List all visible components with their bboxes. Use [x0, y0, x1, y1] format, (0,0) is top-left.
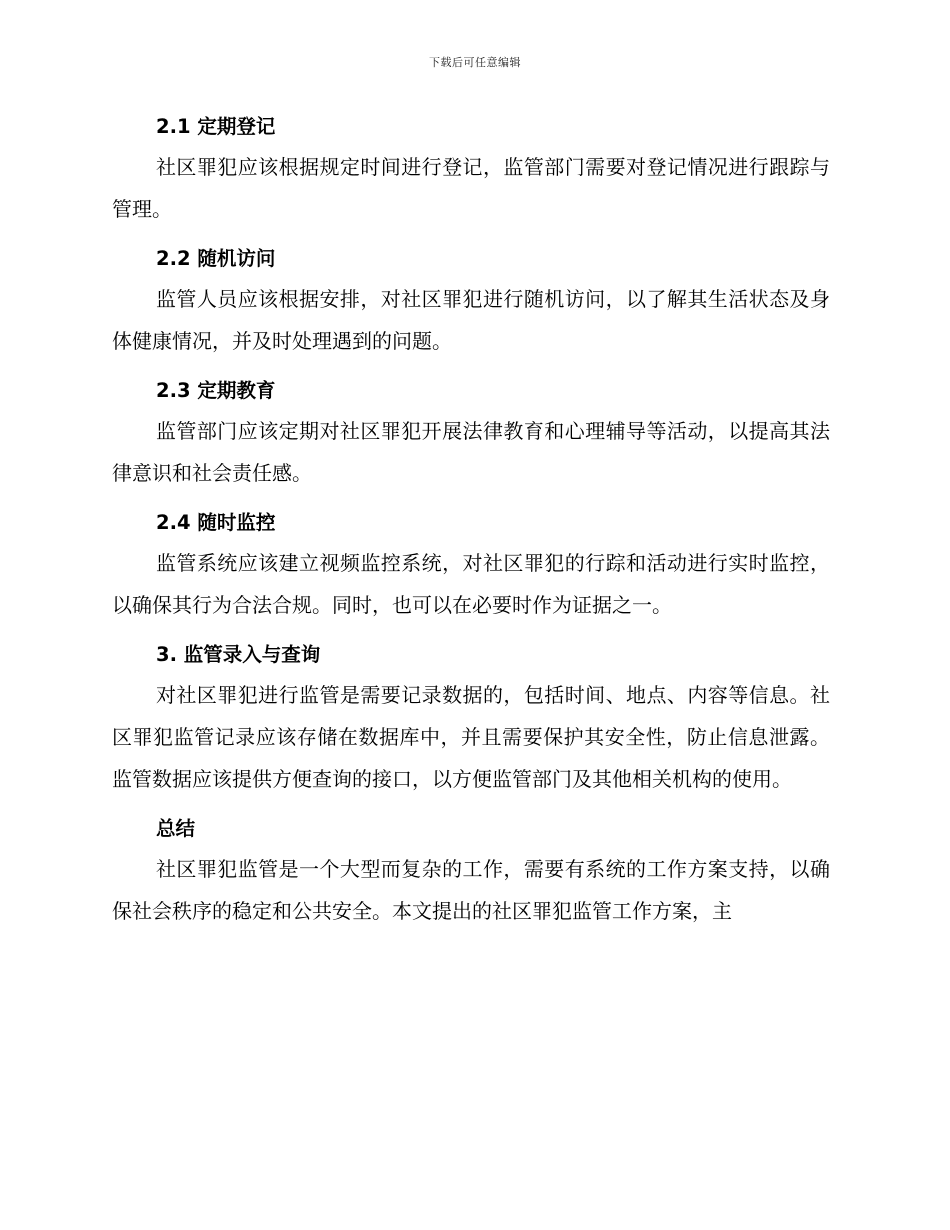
section-heading: 3. 监管录入与查询 [156, 643, 321, 666]
document-body [112, 108, 830, 942]
section-2-4 [112, 504, 830, 626]
section-paragraph: 社区罪犯应该根据规定时间进行登记，监管部门需要对登记情况进行跟踪与管理。 [112, 155, 830, 221]
section-heading: 总结 [156, 817, 196, 840]
section-summary [112, 810, 830, 932]
section-paragraph: 监管部门应该定期对社区罪犯开展法律教育和心理辅导等活动，以提高其法律意识和社会责任感。 [112, 419, 830, 485]
section-paragraph: 对社区罪犯进行监管是需要记录数据的，包括时间、地点、内容等信息。社区罪犯监管记录应该存储在数据库中，并且需要保护其安全性，防止信息泄露。监管数据应该提供方便查询的接口，以方便监管部门及其他相关机构的使用。 [112, 683, 830, 791]
section-paragraph: 监管人员应该根据安排，对社区罪犯进行随机访问，以了解其生活状态及身体健康情况，并及时处理遇到的问题。 [112, 287, 830, 353]
section-2-1 [112, 108, 830, 230]
section-heading: 2.2 随机访问 [156, 247, 276, 270]
section-heading: 2.4 随时监控 [156, 511, 276, 534]
section-3 [112, 636, 830, 800]
section-paragraph: 社区罪犯监管是一个大型而复杂的工作，需要有系统的工作方案支持，以确保社会秩序的稳定和公共安全。本文提出的社区罪犯监管工作方案，主 [112, 857, 830, 923]
section-heading: 2.1 定期登记 [156, 115, 276, 138]
section-heading: 2.3 定期教育 [156, 379, 276, 402]
section-2-2 [112, 240, 830, 362]
section-2-3 [112, 372, 830, 494]
page-header: 下载后可任意编辑 [429, 56, 521, 69]
section-paragraph: 监管系统应该建立视频监控系统，对社区罪犯的行踪和活动进行实时监控，以确保其行为合法合规。同时，也可以在必要时作为证据之一。 [112, 551, 830, 617]
